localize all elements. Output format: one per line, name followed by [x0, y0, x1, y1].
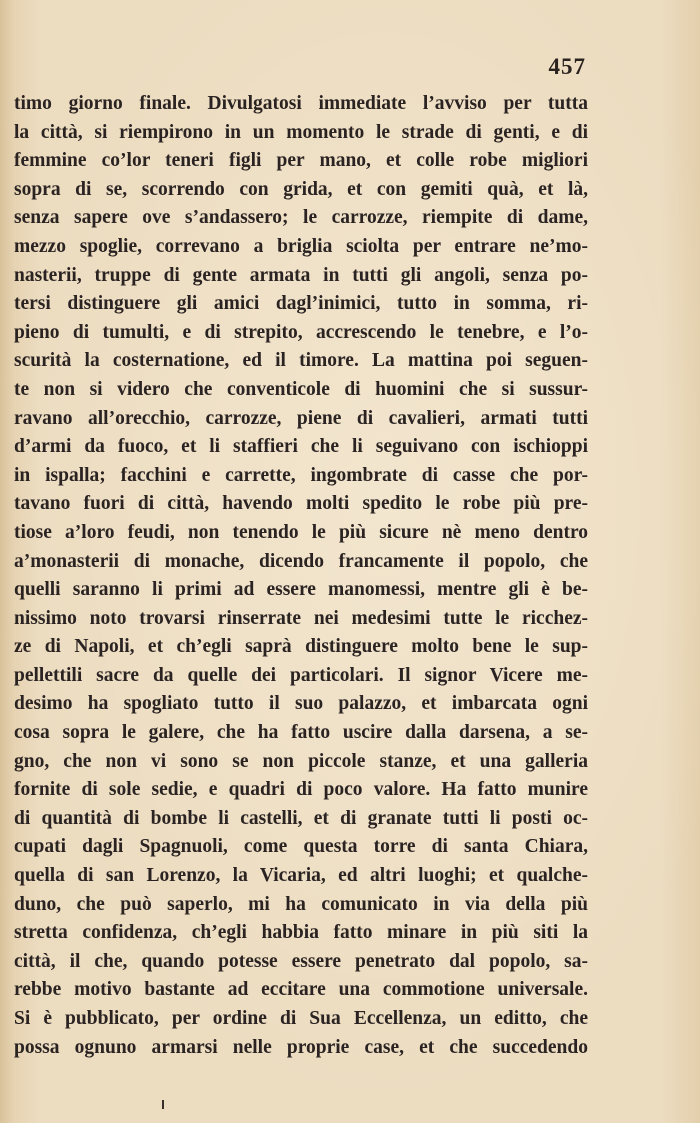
text-line: la città, si riempirono in un momento le strade di genti, e di [14, 121, 588, 143]
text-line: città, il che, quando potesse essere penetrato dal popolo, sa- [14, 950, 588, 972]
text-line: scurità la costernatione, ed il timore. La mattina poi seguen- [14, 350, 588, 372]
text-line: ravano all’orecchio, carrozze, piene di cavalieri, armati tutti [14, 407, 588, 429]
text-line: senza sapere ove s’andassero; le carrozze, riempite di dame, [14, 207, 588, 229]
text-line: possa ognuno armarsi nelle proprie case, et che succedendo [14, 1036, 588, 1058]
text-line: in ispalla; facchini e carrette, ingombrate di casse che por- [14, 464, 588, 486]
text-line: d’armi da fuoco, et li staffieri che li seguivano con ischioppi [14, 436, 588, 458]
text-line: quella di san Lorenzo, la Vicaria, ed altri luoghi; et qualche- [14, 865, 588, 887]
text-line: cupati dagli Spagnuoli, come questa torre di santa Chiara, [14, 836, 588, 858]
text-line: mezzo spoglie, correvano a briglia sciolta per entrare ne’mo- [14, 235, 588, 257]
text-line: ze di Napoli, et ch’egli saprà distinguere molto bene le sup- [14, 636, 588, 658]
text-line: stretta confidenza, ch’egli habbia fatto minare in più siti la [14, 922, 588, 944]
text-line: di quantità di bombe li castelli, et di granate tutti li posti oc- [14, 807, 588, 829]
text-line: tavano fuori di città, havendo molti spedito le robe più pre- [14, 493, 588, 515]
text-line: nissimo noto trovarsi rinserrate nei medesimi tutte le ricchez- [14, 607, 588, 629]
text-line: fornite di sole sedie, e quadri di poco valore. Ha fatto munire [14, 779, 588, 801]
text-line: pellettili sacre da quelle dei particolari. Il signor Vicere me- [14, 664, 588, 686]
text-line: nasterii, truppe di gente armata in tutti gli angoli, senza po- [14, 264, 588, 286]
text-line: rebbe motivo bastante ad eccitare una commotione universale. [14, 979, 588, 1001]
text-line: te non si videro che conventicole di huomini che si sussur- [14, 378, 588, 400]
page-number: 457 [548, 54, 586, 79]
text-line: tersi distinguere gli amici dagl’inimici, tutto in somma, ri- [14, 293, 588, 315]
text-line: Si è pubblicato, per ordine di Sua Eccellenza, un editto, che [14, 1008, 588, 1029]
text-line: timo giorno finale. Divulgatosi immediate l’avviso per tutta [14, 93, 588, 114]
text-line: desimo ha spogliato tutto il suo palazzo, et imbarcata ogni [14, 693, 588, 715]
text-line: gno, che non vi sono se non piccole stanze, et una galleria [14, 750, 588, 772]
text-line: a’monasterii di monache, dicendo francamente il popolo, che [14, 550, 588, 572]
text-line: cosa sopra le galere, che ha fatto uscire dalla darsena, a se- [14, 722, 588, 744]
text-line: duno, che può saperlo, mi ha comunicato in via della più [14, 893, 588, 915]
text-line: sopra di se, scorrendo con grida, et con gemiti quà, et là, [14, 178, 588, 200]
text-line: tiose a’loro feudi, non tenendo le più sicure nè meno dentro [14, 521, 588, 543]
ink-speck [162, 1100, 164, 1109]
text-line: femmine co’lor teneri figli per mano, et colle robe migliori [14, 150, 588, 172]
body-text [14, 90, 588, 1062]
text-line: pieno di tumulti, e di strepito, accrescendo le tenebre, e l’o- [14, 321, 588, 343]
text-line: quelli saranno li primi ad essere manomessi, mentre gli è be- [14, 579, 588, 601]
